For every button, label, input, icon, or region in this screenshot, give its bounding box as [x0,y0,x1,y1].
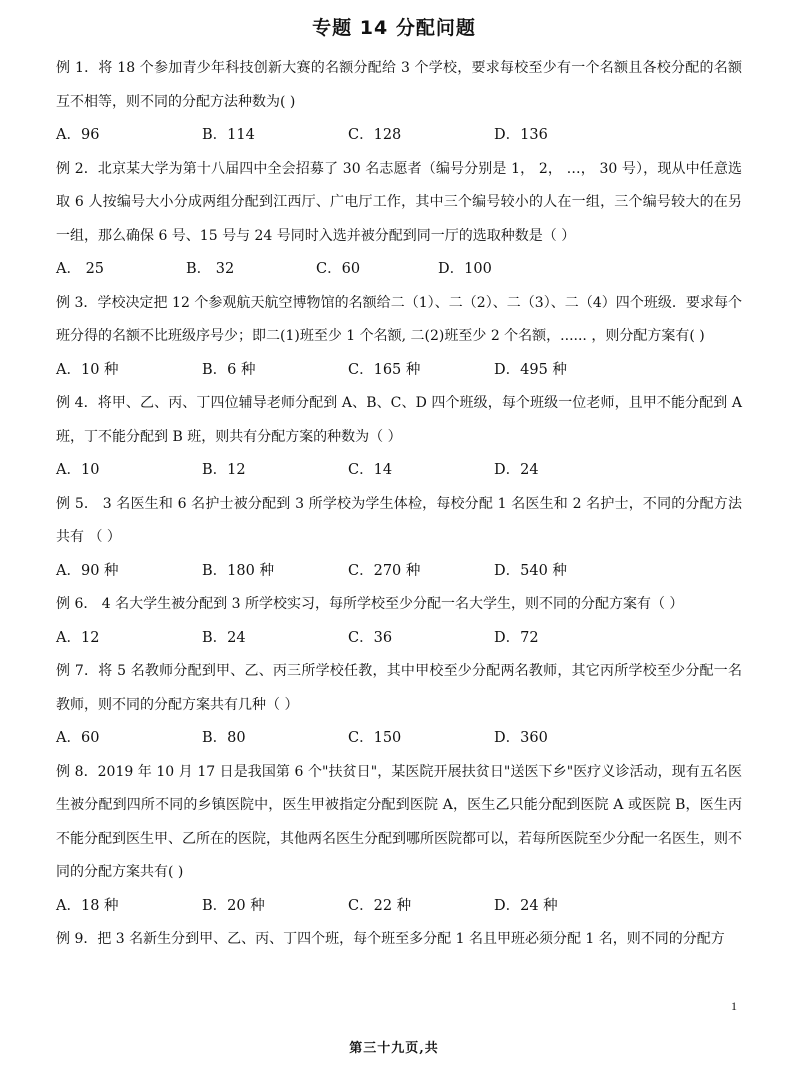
option-d: D．495 种 [494,361,567,378]
option-a: A．96 [56,127,100,143]
option-d: D．360 [494,730,548,746]
option-b: B．6 种 [202,361,256,378]
option-a: A．12 [56,629,100,646]
option-b: B．24 [202,629,246,646]
problem-7-options [56,722,742,756]
option-c: C．22 种 [348,897,412,914]
problem-3-text: 例 3．学校决定把 12 个参观航天航空博物馆的名额给二（1）、二（2）、二（3）、二（4）四个班级．要求每个班分得的名额不比班级序号少；即二(1)班至少 1 个名额, 二(2)班至少 2 个名额，...... ，则分配方案有( ) [56,294,742,344]
problem-2-text: 例 2．北京某大学为第十八届四中全会招募了 30 名志愿者（编号分别是 1， 2， …， 30 号），现从中任意选取 6 人按编号大小分成两组分配到江西厅、广电厅工作，其中三个编号较小的人在一组，三个编号较大的在另一组，那么确保 6 号、15 号与 24 号同时入选并被分配到同一厅的选取种数是（ ） [56,160,742,244]
problem-6-options [56,622,742,656]
option-b: B．20 种 [202,897,265,914]
option-c: C．14 [348,462,393,478]
problem-8-options [56,890,742,924]
problem-7-text: 例 7．将 5 名教师分配到甲、乙、丙三所学校任教，其中甲校至少分配两名教师，其它丙所学校至少分配一名教师，则不同的分配方案共有几种（ ） [56,663,742,713]
problem-1-options [56,119,742,153]
option-a: A．18 种 [56,897,119,914]
problem-3-options [56,354,742,388]
option-c: C．36 [348,629,393,646]
problem-5-options [56,555,742,589]
problem-8-text: 例 8．2019 年 10 月 17 日是我国第 6 个"扶贫日"，某医院开展扶贫日"送医下乡"医疗义诊活动，现有五名医生被分配到四所不同的乡镇医院中，医生甲被指定分配到医院 A，医生乙只能分配到医院 A 或医院 B，医生丙不能分配到医生甲、乙所在的医院，其他两名医生分配到哪所医院都可以，若每所医院至少分配一名医生，则不同的分配方案共有( ) [56,763,742,880]
option-b: B．12 [202,462,246,478]
option-c: C．150 [348,730,402,746]
option-d: D．100 [438,261,492,277]
page-title: 专题 14 分配问题 [312,17,476,39]
option-a: A．60 [56,730,100,746]
option-a: A．10 [56,462,100,478]
problem-6-text: 例 6． 4 名大学生被分配到 3 所学校实习，每所学校至少分配一名大学生，则不同的分配方案有（ ） [56,596,684,612]
option-c: C．270 种 [348,562,421,579]
option-d: D．540 种 [494,562,567,579]
option-b: B． 32 [186,261,235,277]
option-b: B．114 [202,127,255,143]
problem-4-text: 例 4．将甲、乙、丙、丁四位辅导老师分配到 A、B、C、D 四个班级，每个班级一位老师，且甲不能分配到 A 班，丁不能分配到 B 班，则共有分配方案的种数为（ ） [56,395,742,445]
option-c: C．60 [316,261,361,277]
problem-2-options [56,253,742,287]
option-d: D．72 [494,629,539,646]
option-d: D．24 [494,462,539,478]
option-a: A．90 种 [56,562,119,579]
option-c: C．128 [348,127,402,143]
option-a: A．10 种 [56,361,119,378]
option-a: A． 25 [56,261,105,277]
option-c: C．165 种 [348,361,421,378]
problem-5-text: 例 5． 3 名医生和 6 名护士被分配到 3 所学校为学生体检，每校分配 1 名医生和 2 名护士，不同的分配方法共有 （ ） [56,495,742,545]
problem-4-options [56,454,742,488]
option-b: B．80 [202,730,246,746]
option-d: D．24 种 [494,897,558,914]
problem-1-text: 例 1．将 18 个参加青少年科技创新大赛的名额分配给 3 个学校，要求每校至少有一个名额且各校分配的名额互不相等，则不同的分配方法种数为( ) [56,60,742,110]
page-footer: 第三十九页,共 [349,1041,439,1056]
problem-list [56,52,742,957]
problem-9-text: 例 9．把 3 名新生分到甲、乙、丙、丁四个班，每个班至多分配 1 名且甲班必须分配 1 名，则不同的分配方 [56,931,725,947]
option-b: B．180 种 [202,562,274,579]
option-d: D．136 [494,127,548,143]
page-number: 1 [731,999,737,1013]
